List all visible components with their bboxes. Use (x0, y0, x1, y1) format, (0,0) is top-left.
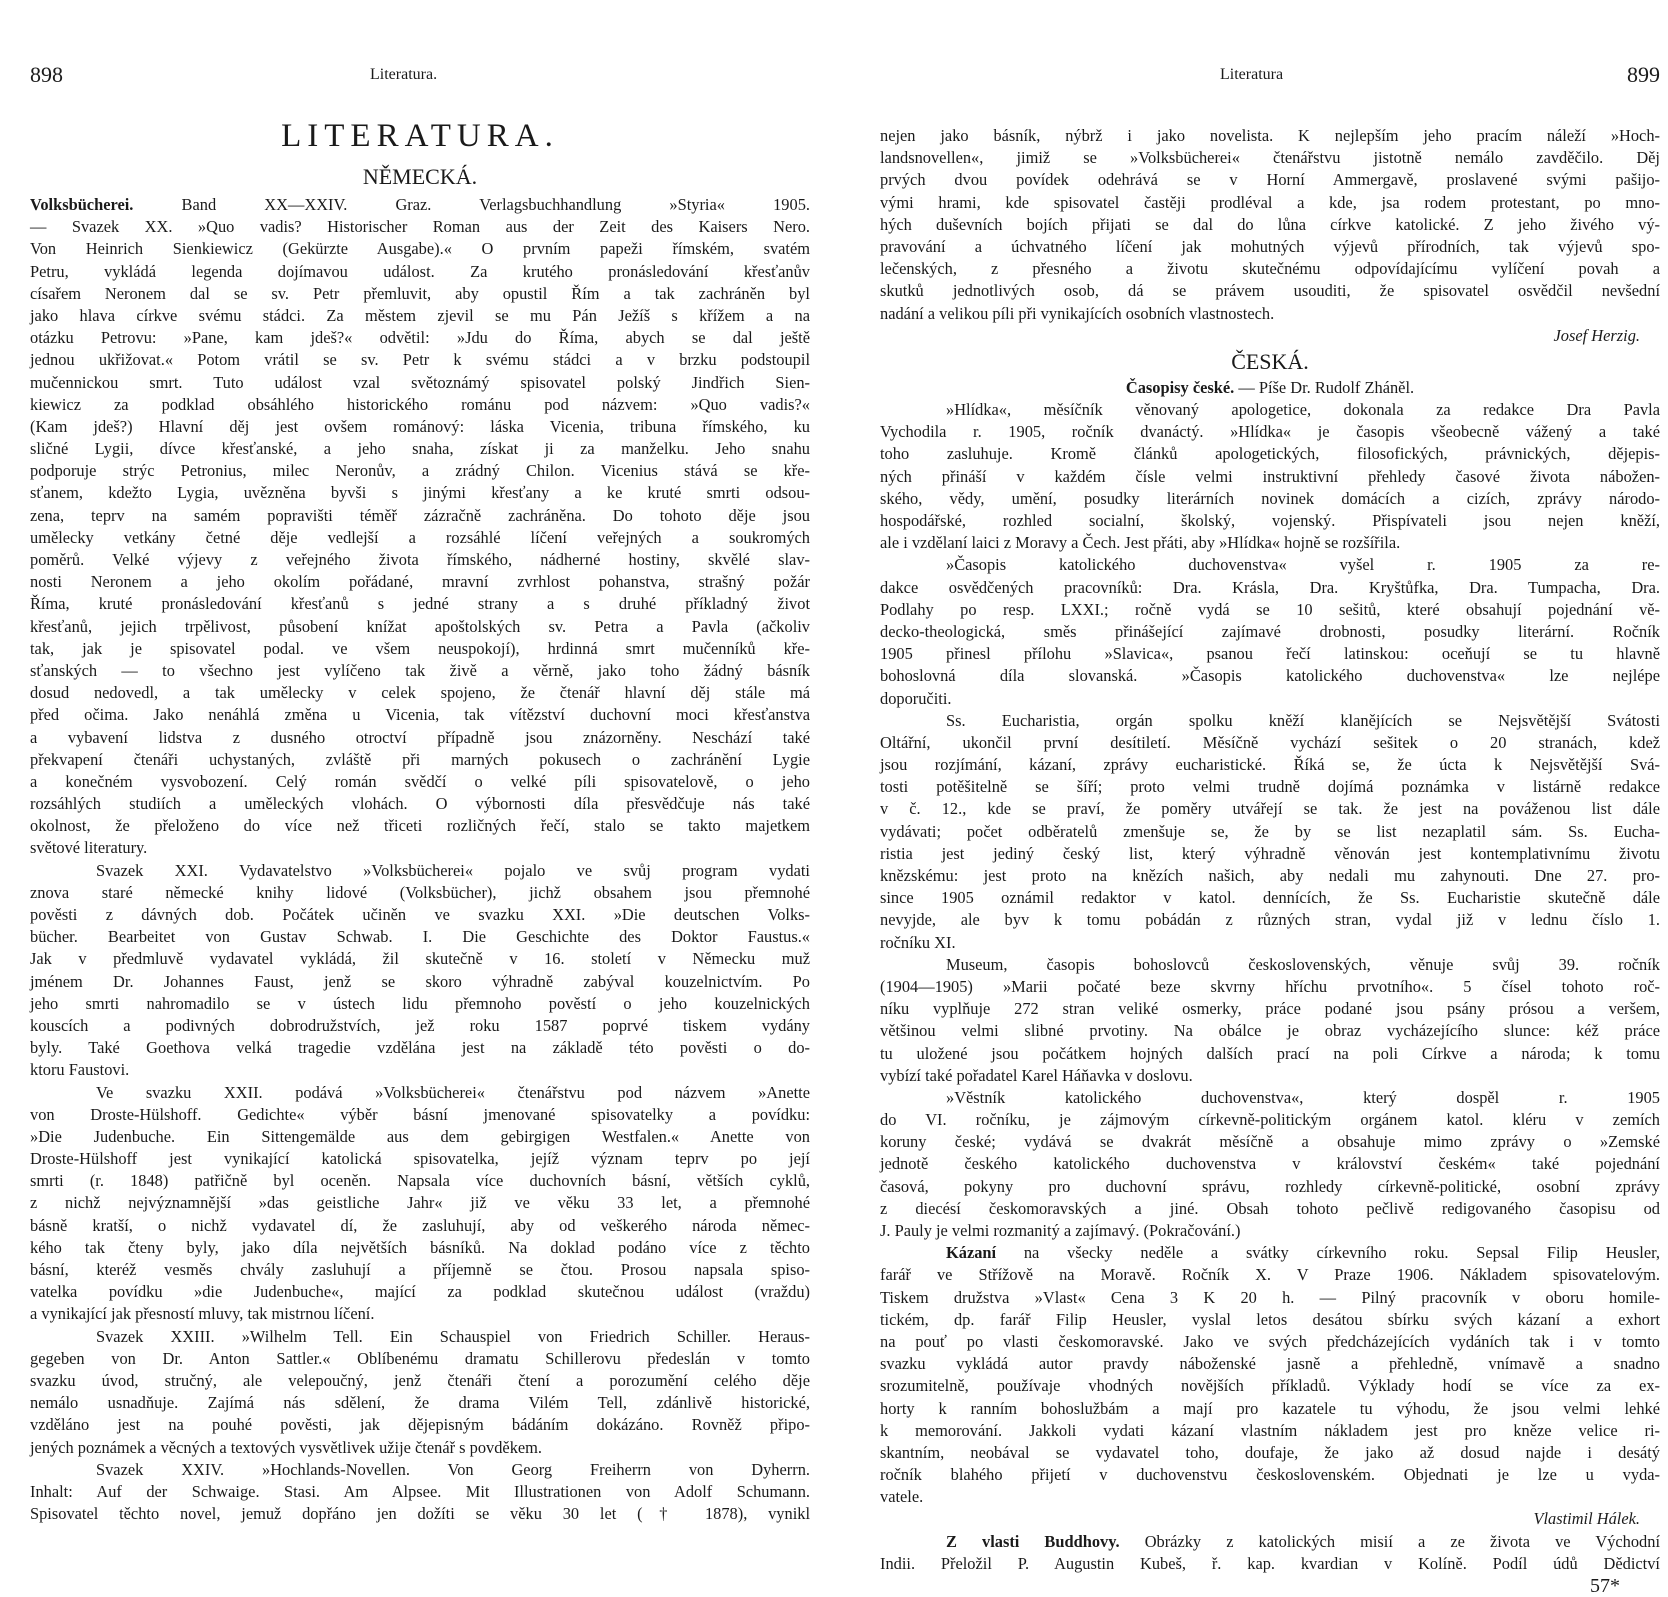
text-line: byly. Také Goethova velká tragedie vzdělána jest na základě této pověsti o do- (30, 1038, 810, 1058)
text-line: křesťanů, jejich trpělivost, působení knížat apoštolských sv. Petra a Pavla (ačkoliv (30, 616, 810, 636)
text-line: decko-theologická, směs přinášející zajímavé drobnosti, posudky literární. Ročník (880, 621, 1660, 641)
text-line: ročník blahého přijetí v duchovenstvu československém. Objednati je lze u vyda- (880, 1465, 1660, 1485)
text-line: smrti (r. 1848) patřičně byl oceněn. Napsala více duchovních básní, větších cyklů, (30, 1171, 810, 1191)
text-line: toho zasluhuje. Kromě článků apologetických, filosofických, právnických, dějepis- (880, 444, 1660, 464)
running-header: Literatura. (370, 66, 438, 83)
text-line: hospodářské, rozhled socialní, školský, vojenský. Přispívateli jsou nejen kněží, (880, 511, 1660, 530)
text-line: vatelka povídku »die Judenbuche«, mající za podklad skutečnou událost (vraždu) (30, 1282, 810, 1302)
text-line: — Svazek XX. »Quo vadis? Historischer Roman aus der Zeit des Kaisers Nero. (30, 217, 810, 237)
entry-title: Z vlasti Buddhovy. (946, 1531, 1120, 1551)
text-line: skantním, neobával se vydavatel toho, doufaje, že jako až dosud najde i desátý (880, 1442, 1660, 1462)
text-line: a vybavení lidstva z dusného otroctví případně jsou znázorněny. Neschází také (30, 727, 810, 747)
signature-mark: 57* (1590, 1575, 1620, 1597)
text-line: Jak v předmluvě vydavatel vykládá, žil skutečně v 16. století v Německu muž (30, 949, 810, 969)
text-line: světové literatury. (30, 838, 148, 858)
text-line: jených poznámek a věcných a textových vysvětlivek užije čtenář s povděkem. (30, 1437, 543, 1457)
text-line: (Kam jdeš?) Hlavní děj jest ovšem románový: láska Vicenia, tribuna římského, ku (30, 416, 810, 436)
right-page (880, 0, 1660, 1597)
text-line: Petru, vykládá legenda dojímavou událost. Za krutého pronásledování křesťanův (30, 261, 810, 281)
page-number: 898 (30, 62, 63, 87)
text-line: podporuje strýc Petronius, milec Neronův, a zrádný Chilon. Vicenius stává se kře- (30, 461, 810, 481)
text-line: skutků jednotlivých osob, dá se právem usouditi, že spisovatel osvědčil nevšední (880, 281, 1660, 301)
text-line: Svazek XXIV. »Hochlands-Novellen. Von Georg Freiherrn von Dyherrn. (96, 1459, 810, 1479)
text-line: srozumitelně, používaje vhodných novějších příkladů. Výklady hodí se více za ex- (880, 1376, 1660, 1396)
text-line: lečenských, z přesného a životu skutečnému odpovídajícímu vylíčení povah a (880, 259, 1660, 279)
text-line: Oltářní, ukončil první desítiletí. Měsíčně vychází sešitek o 20 stranách, kdež (880, 732, 1660, 752)
text-line: většinou velmi slibné prvotiny. Na obálce je obraz vycházejícího slunce: kéž práce (880, 1021, 1660, 1041)
text-line: kého tak čteny byly, jako díla největších básníků. Na doklad podáno více z těchto (30, 1237, 810, 1257)
text-line: Svazek XXI. Vydavatelstvo »Volksbücherei« pojalo ve svůj program vydati (96, 860, 810, 880)
text-line: Spisovatel těchto novel, jemuž dopřáno jen dožíti se věku 30 let († 1878), vynikl (30, 1504, 810, 1524)
text-line: (1904—1905) »Marii počaté beze skvrny hříchu prvotního«. 5 čísel tohoto roč- (880, 976, 1660, 996)
text-line: von Droste-Hülshoff. Gedichte« výběr básní jmenované spisovatelky a povídku: (30, 1104, 810, 1124)
text-line: tosti potěšitelně se šíří; proto velmi trudně dojímá poznámka v listárně redakce (880, 777, 1660, 797)
text-line: do VI. ročníku, je zájmovým církevně-politickým orgánem katol. kléru v zemích (880, 1110, 1660, 1130)
text-line: »Hlídka«, měsíčník věnovaný apologetice, dokonala za redakce Dra Pavla (946, 400, 1660, 420)
text-line: Ss. Eucharistia, orgán spolku kněží klanějících se Nejsvětější Svátosti (946, 710, 1660, 730)
text-line: jsou rozjímání, kázaní, zprávy eucharistické. Říká se, že úcta k Nejsvětější Svá- (880, 755, 1660, 775)
text-line: jeho smrti nahromadilo se v ústech lidu přemnoho pověstí o jeho kouzelnických (30, 993, 810, 1013)
text-line: pravování a úchvatného líčení jak mohutných výjevů přírodních, tak výjevů spo- (880, 236, 1660, 256)
text-line: nosti Neronem a jeho okolím pořádané, mravní zvrhlost pohanstva, strašný požár (30, 572, 810, 592)
text-line: před očima. Jako nenáhlá změna u Vicenia, tak vítězství duchovní moci křesťanstva (30, 705, 810, 725)
signature-line (880, 1508, 1660, 1530)
text-line: Vychodila r. 1905, ročník dvanáctý. »Hlídka« je časopis všeobecně vážený a také (880, 422, 1660, 442)
text-line: gegeben von Dr. Anton Sattler.« Oblíbenému dramatu Schillerovu předeslán v tomto (30, 1348, 810, 1368)
text-line: Indii. Přeložil P. Augustin Kubeš, ř. kap. kvardian v Kolíně. Podíl údů Dědictví (880, 1553, 1660, 1573)
text-line: Von Heinrich Sienkiewicz (Gekürzte Ausgabe).« O prvním papeži římském, svatém (30, 239, 810, 259)
text-line: překvapení čtenáři uchystaných, zvláště při marných pokusech o zachránění Lygie (30, 749, 810, 769)
text-line: nejen jako básník, nýbrž i jako novelista. K nejlepším jeho pracím náleží »Hoch- (880, 126, 1660, 145)
text-line: ných přináší v každém čísle velmi instruktivní přehledy časové života nábožen- (880, 466, 1660, 486)
left-body-text (30, 194, 810, 1525)
text-line: svazku vykládá autor pravdy náboženské jasně a přehledně, vnímavě a snadno (880, 1354, 1660, 1374)
page-number: 899 (1627, 62, 1660, 87)
entry-title: Kázaní (946, 1243, 997, 1263)
text-line: dakce osvědčených pracovníků: Dra. Krásla, Dra. Kryštůfka, Dra. Tumpacha, Dra. (880, 577, 1660, 597)
text-line: básně kratší, o nichž vydavatel dí, že zasluhují, aby od veškerého národa němec- (30, 1215, 810, 1235)
text-line: doporučiti. (880, 688, 952, 708)
text-line: sličné Lygii, dívce křesťanské, a jeho snaha, získat ji za manželku. Jeho snahu (30, 439, 810, 459)
signature: Vlastimil Hálek. (1533, 1509, 1640, 1529)
text-line: 1905 přinesl přílohu »Slavica«, psanou řečí latinskou: oceňují se tu hlavně (880, 644, 1660, 664)
text-line: a vynikající jak přesností mluvy, tak mistrnou líčení. (30, 1304, 375, 1324)
text-line: vydávati; počet odběratelů zmenšuje se, že by se list nezaplatil sám. Ss. Eucha- (880, 821, 1660, 841)
subheading (880, 377, 1660, 399)
text-line: dosud nedovedl, a tak umělecky v celek spojeno, že čtenář hlavní děj stále má (30, 683, 810, 703)
text-line: since 1905 oznámil redaktor v katol. dennících, že Ss. Eucharistie skutečně dále (880, 888, 1660, 908)
text-line: Podlahy po resp. LXXI.; ročně vydá se 10 sešitů, které obsahují pojednání vě- (880, 599, 1660, 619)
text-line: vybízí také pořadatel Karel Háňavka v doslovu. (880, 1065, 1193, 1085)
text-line: umělecky vetkány četné děje vedlejší a rozsáhlé líčení veřejných a soukromých (30, 527, 810, 547)
text-line: nevyjde, ale byv k tomu pobádán z různých stran, vydal již v lednu číslo 1. (880, 910, 1660, 930)
text-line: »Die Judenbuche. Ein Sittengemälde aus dem gebirgigen Westfalen.« Anette von (30, 1126, 810, 1146)
text-line: farář ve Střížově na Moravě. Ročník X. V Praze 1906. Nákladem spisovatelovým. (880, 1265, 1660, 1285)
text-line: Z vlasti Buddhovy. Obrázky z katolických misií a ze života ve Východní (946, 1531, 1660, 1551)
text-line: ského, vědy, umění, posudky literárních novinek domácích a cizích, zprávy národo- (880, 488, 1660, 508)
text-line: Kázaní na všecky neděle a svátky církevního roku. Sepsal Filip Heusler, (946, 1243, 1660, 1263)
right-body-text (880, 125, 1660, 1597)
text-line: pověsti z dávných dob. Počátek učiněn ve svazku XXI. »Die deutschen Volks- (30, 905, 810, 924)
text-line: z diecésí českomoravských a jiné. Obsah tohoto pečlivě redigovaného časopisu od (880, 1198, 1660, 1218)
text-line: Inhalt: Auf der Schwaige. Stasi. Am Alpsee. Mit Illustrationen von Adolf Schumann. (30, 1481, 810, 1501)
text-line: znova staré německé knihy lidové (Volksbücher), jichž obsahem jsou přemnohé (30, 882, 810, 902)
subheading-title: Časopisy české. (1125, 377, 1235, 397)
text-line: otázku Petrovu: »Pane, kam jdeš?« odvětil: »Jdu do Říma, abych se dal ještě (30, 328, 810, 348)
text-line: Říma, kruté pronásledování křesťanů s jedné strany a s druhé příkladný život (30, 594, 810, 614)
text-line: básní, kteréž vesměs chvály zasluhují a příjemně se čtou. Prosou napsala spiso- (30, 1260, 810, 1279)
subheading-author: — Píše Dr. Rudolf Zháněl. (1234, 377, 1415, 397)
text-line: jako hlava církve svému stádci. Za městem zjevil se mu Pán Ježíš s křížem a na (30, 305, 810, 325)
text-line: jednotě českého katolického duchovenstva v království českém« také pojednání (880, 1154, 1660, 1174)
text-line: rozsáhlých studiích a uměleckých vlohách. O výbornosti díla přesvědčuje nás také (30, 794, 810, 814)
text-line: mučennickou smrt. Tuto událost vzal světoznámý spisovatel polský Jindřich Sien- (30, 372, 810, 392)
text-line: Volksbücherei. Band XX—XXIV. Graz. Verlagsbuchhandlung »Styria« 1905. (30, 195, 810, 214)
text-line: J. Pauly je velmi rozmanitý a zajímavý. (Pokračování.) (880, 1221, 1241, 1240)
text-line: koruny české; vydává se dvakrát měsíčně a obsahuje mimo zprávy o »Zemské (880, 1132, 1660, 1152)
text-line: okolnost, že přeloženo do více než třiceti rozličných řečí, stalo se takto majetkem (30, 816, 810, 836)
page-title: LITERATURA. (281, 118, 559, 154)
text-line: časová, pokyny pro duchovní správu, rozhledy církevně-politické, osobní zprávy (880, 1176, 1660, 1196)
text-line: v č. 12., kde se praví, že poměry utvářejí se tak. že jest na pováženou list dále (880, 799, 1660, 819)
signature: Josef Herzig. (1553, 325, 1640, 345)
text-line: ristia jest jediný český list, který výhradně věnován jest kontemplativnímu životu (880, 843, 1660, 863)
text-line: nemálo usnadňuje. Zajímá nás sdělení, že drama Vilém Tell, zdánlivě historické, (30, 1393, 810, 1413)
text-line: ročníku XI. (880, 932, 956, 952)
text-line: nadání a velikou píli při vynikajících osobních vlastnostech. (880, 303, 1275, 323)
text-line: Ve svazku XXII. podává »Volksbücherei« čtenářstvu pod názvem »Anette (96, 1082, 810, 1102)
text-line: ktoru Faustovi. (30, 1060, 130, 1080)
signature-line (880, 325, 1660, 347)
text-line: bohoslovná díla slovanská. »Časopis katolického duchovenstva« lze nejlépe (880, 666, 1660, 686)
text-line: císařem Neronem dal se sv. Petr přemluvit, aby opustil Řím a tak zachráněn byl (30, 283, 810, 303)
text-line: svazku úvod, stručný, ale velepoučný, jenž čtenáři čtení a porozumění celého děje (30, 1370, 810, 1390)
text-line: landsnovellen«, jimiž se »Volksbücherei« čtenářstvu jistotně nemálo zavděčilo. Děj (880, 148, 1660, 168)
text-line: bücher. Bearbeitet von Gustav Schwab. I. Die Geschichte des Doktor Faustus.« (30, 927, 810, 947)
text-line: knězskému: jest proto na knězích našich, aby nedali mu zahynouti. Dne 27. pro- (880, 866, 1660, 885)
text-line: jménem Dr. Johannes Faust, jenž se skoro výhradně zabýval kouzelnictvím. Po (30, 971, 810, 991)
text-line: Museum, časopis bohoslovců československých, věnuje svůj 39. ročník (946, 954, 1660, 974)
text-line: horty k ranním bohoslužbám a mají pro kazatele tu výhodu, že jsou velmi lehké (880, 1398, 1660, 1418)
text-line: Droste-Hülshoff jest vynikající katolická spisovatelka, jejíž význam teprv po její (30, 1149, 810, 1169)
text-line: vými hrami, kde spisovatel častěji prodléval a kde, jsa rodem protestant, po mno- (880, 192, 1660, 212)
text-line: k memorování. Jakkoli vydati kázaní vlastním nákladem jest pro kněze velice ri- (880, 1420, 1660, 1440)
text-line: »Věstník katolického duchovenstva«, který dospěl r. 1905 (946, 1087, 1660, 1107)
text-line: tu uložené jsou počátkem hojných dalších prací na poli Církve a národa; k tomu (880, 1043, 1660, 1063)
text-line: hých duševních bojích přijati se dal do lůna církve katolické. Z jeho živého vý- (880, 214, 1660, 234)
text-line: z nichž nejvýznamnější »das geistliche Jahr« již ve věku 33 let, a přemnohé (30, 1193, 810, 1213)
text-line: sťanem, kdežto Lygia, uvězněna byvši s jinými křesťany a ke kruté smrti odsou- (30, 483, 810, 503)
section-heading-czech: ČESKÁ. (1231, 348, 1309, 374)
text-line: tickém, dp. farář Filip Heusler, vyslal letos desátou sbírku svých kázaní a exhort (880, 1309, 1660, 1329)
text-line: vatele. (880, 1487, 924, 1507)
text-line: vzděláno jest na pouhé pověsti, jak dějepisným bádáním dokázáno. Rovněž připo- (30, 1415, 810, 1435)
text-line: prvých dvou povídek odehrává se v Horní Ammergavě, proslavené svými pašijo- (880, 170, 1660, 190)
left-page (30, 0, 810, 1524)
text-line: kiewicz za podklad obsáhlého historického románu pod názvem: »Quo vadis?« (30, 394, 810, 414)
text-line: jednou ukřižovat.« Potom vrátil se sv. Petr k svému stádci a v brzku podstoupil (30, 350, 810, 370)
text-line: na pouť po vlasti českomoravské. Jako ve svých předcházejících vydáních tak i v tomto (880, 1331, 1660, 1351)
running-header: Literatura (1220, 66, 1284, 83)
text-line: níku vyplňuje 272 stran veliké osmerky, práce podané jsou psány prósou a veršem, (880, 999, 1660, 1019)
text-line: Tiskem družstva »Vlast« Cena 3 K 20 h. — Pilný pracovník v oboru homile- (880, 1287, 1660, 1307)
text-line: kouscích a podivných dobrodružstvích, jež roku 1587 poprvé tiskem vydány (30, 1015, 810, 1035)
text-line: tak, jak je spisovatel podal. ve všem neuspokojí), hrdinná smrt mučenníků kře- (30, 638, 810, 658)
entry-title: Volksbücherei. (30, 195, 134, 214)
text-line: poměrů. Velké výjevy z veřejného života římského, nádherné hostiny, skvělé slav- (30, 550, 810, 569)
text-line: a konečném vysvobození. Celý román svědčí o velké píli spisovatelově, o jeho (30, 771, 810, 791)
text-line: Svazek XXIII. »Wilhelm Tell. Ein Schauspiel von Friedrich Schiller. Heraus- (96, 1326, 810, 1346)
text-line: ale i vzdělaní laici z Moravy a Čech. Jest přáti, aby »Hlídka« hojně se rozšířila. (880, 533, 1401, 553)
section-heading-german: NĚMECKÁ. (362, 164, 478, 189)
text-line: sťanských — to všechno jest vylíčeno tak živě a věrně, jako toho žádný básník (30, 660, 810, 680)
text-line: zena, teprv na samém popravišti téměř zázračně zachráněna. Do tohoto děje jsou (30, 505, 810, 525)
text-line: »Časopis katolického duchovenstva« vyšel r. 1905 za re- (946, 555, 1660, 575)
